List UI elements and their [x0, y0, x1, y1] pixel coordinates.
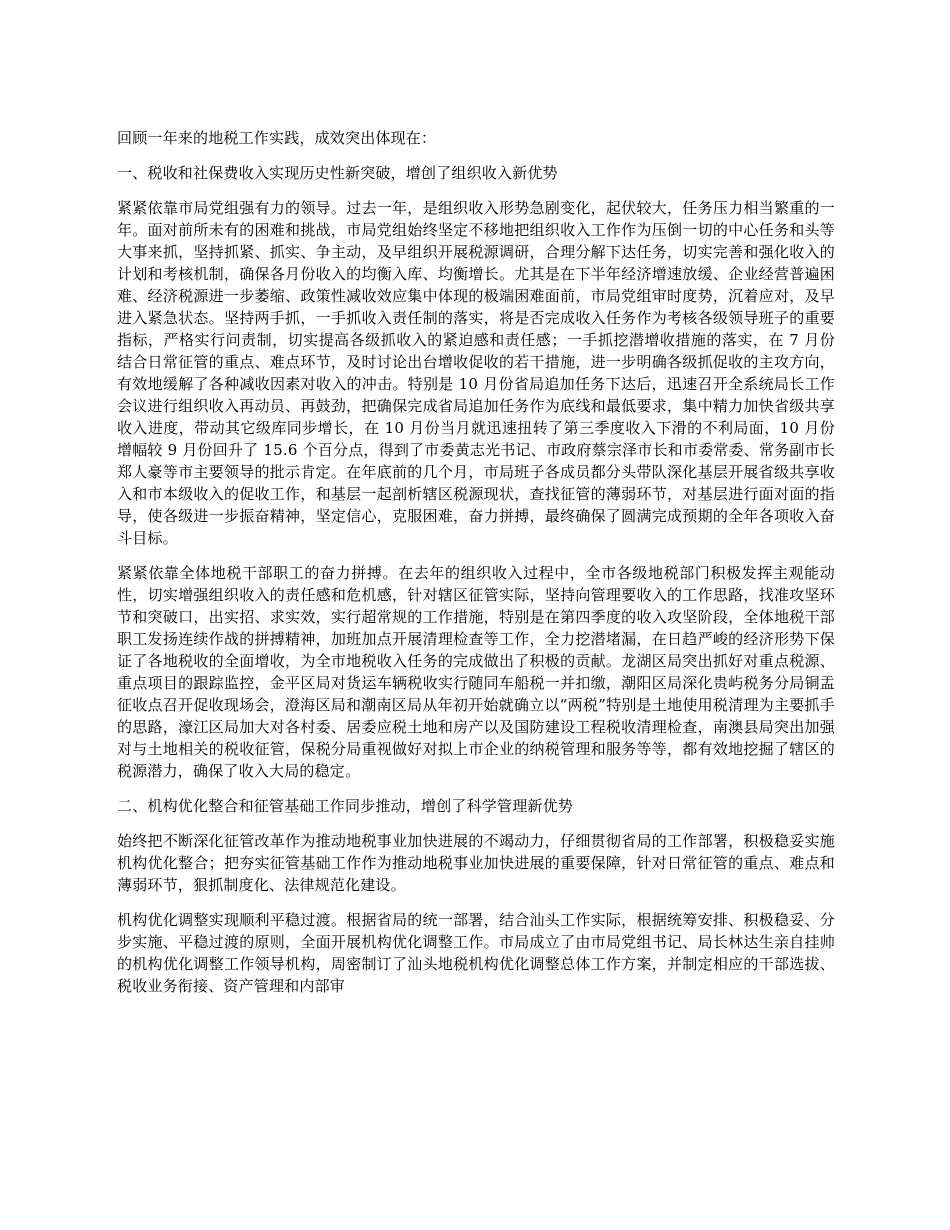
paragraph-1: 紧紧依靠市局党组强有力的领导。过去一年，是组织收入形势急剧变化，起伏较大，任务压力相当繁重的一年。面对前所未有的困难和挑战，市局党组始终坚定不移地把组织收入工作作为压倒一切的中心任务和头等大事来抓，坚持抓紧、抓实、争主动，及早组织开展税源调研，合理分解下达任务，切实完善和强化收入的计划和考核机制，确保各月份收入的均衡入库、均衡增长。尤其是在下半年经济增速放缓、企业经营普遍困难、经济税源进一步萎缩、政策性减收效应集中体现的极端困难面前，市局党组审时度势，沉着应对，及早进入紧急状态。坚持两手抓，一手抓收入责任制的落实，将是否完成收入任务作为考核各级领导班子的重要指标，严格实行问责制，切实提高各级抓收入的紧迫感和责任感；一手抓挖潜增收措施的落实，在 7 月份结合日常征管的重点、难点环节，及时讨论出台增收促收的若干措施，进一步明确各级抓促收的主攻方向，有效地缓解了各种减收因素对收入的冲击。特别是 10 月份省局追加任务下达后，迅速召开全系统局长工作会议进行组织收入再动员、再鼓劲，把确保完成省局追加任务作为底线和最低要求，集中精力加快省级共享收入进度，带动其它级库同步增长，在 10 月份当月就迅速扭转了第三季度收入下滑的不利局面，10 月份增幅较 9 月份回升了 15.6 个百分点，得到了市委黄志光书记、市政府蔡宗泽市长和市委常委、常务副市长郑人豪等市主要领导的批示肯定。在年底前的几个月，市局班子各成员都分头带队深化基层开展省级共享收入和市本级收入的促收工作，和基层一起剖析辖区税源现状，查找征管的薄弱环节，对基层进行面对面的指导，使各级进一步振奋精神，坚定信心，克服困难，奋力拼搏，最终确保了圆满完成预期的全年各项收入奋斗目标。	[117, 199, 835, 547]
section-heading-1: 一、税收和社保费收入实现历史性新突破，增创了组织收入新优势	[117, 164, 558, 182]
paragraph-4: 机构优化调整实现顺利平稳过渡。根据省局的统一部署，结合汕头工作实际，根据统筹安排、积极稳妥、分步实施、平稳过渡的原则，全面开展机构优化调整工作。市局成立了由市局党组书记、局长林达生亲自挂帅的机构优化调整工作领导机构，周密制订了汕头地税机构优化调整总体工作方案，并制定相应的干部选拔、税收业务衔接、资产管理和内部审	[117, 911, 835, 995]
paragraph-3: 始终把不断深化征管改革作为推动地税事业加快进展的不竭动力，仔细贯彻省局的工作部署，积极稳妥实施机构优化整合；把夯实征管基础工作作为推动地税事业加快进展的重要保障，针对日常征管的重点、难点和薄弱环节，狠抓制度化、法律规范化建设。	[117, 832, 835, 894]
section-heading-2: 二、机构优化整合和征管基础工作同步推动，增创了科学管理新优势	[117, 797, 574, 815]
paragraph-2: 紧紧依靠全体地税干部职工的奋力拼搏。在去年的组织收入过程中，全市各级地税部门积极发挥主观能动性，切实增强组织收入的责任感和危机感，针对辖区征管实际，坚持向管理要收入的工作思路，找准攻坚环节和突破口，出实招、求实效，实行超常规的工作措施，特别是在第四季度的收入攻坚阶段，全体地税干部职工发扬连续作战的拼搏精神，加班加点开展清理检查等工作，全力挖潜堵漏，在日趋严峻的经济形势下保证了各地税收的全面增收，为全市地税收入任务的完成做出了积极的贡献。龙湖区局突出抓好对重点税源、重点项目的跟踪监控，金平区局对货运车辆税收实行随同车船税一并扣缴，潮阳区局深化贵屿税务分局铜盂征收点召开促收现场会，澄海区局和潮南区局从年初开始就确立以“两税”特别是土地使用税清理为主要抓手的思路，濠江区局加大对各村委、居委应税土地和房产以及国防建设工程税收清理检查，南澳县局突出加强对与土地相关的税收征管，保税分局重视做好对拟上市企业的纳税管理和服务等等，都有效地挖掘了辖区的税源潜力，确保了收入大局的稳定。	[117, 564, 835, 780]
document-page	[117, 127, 835, 1010]
intro-line: 回顾一年来的地税工作实践，成效突出体现在：	[117, 129, 437, 147]
